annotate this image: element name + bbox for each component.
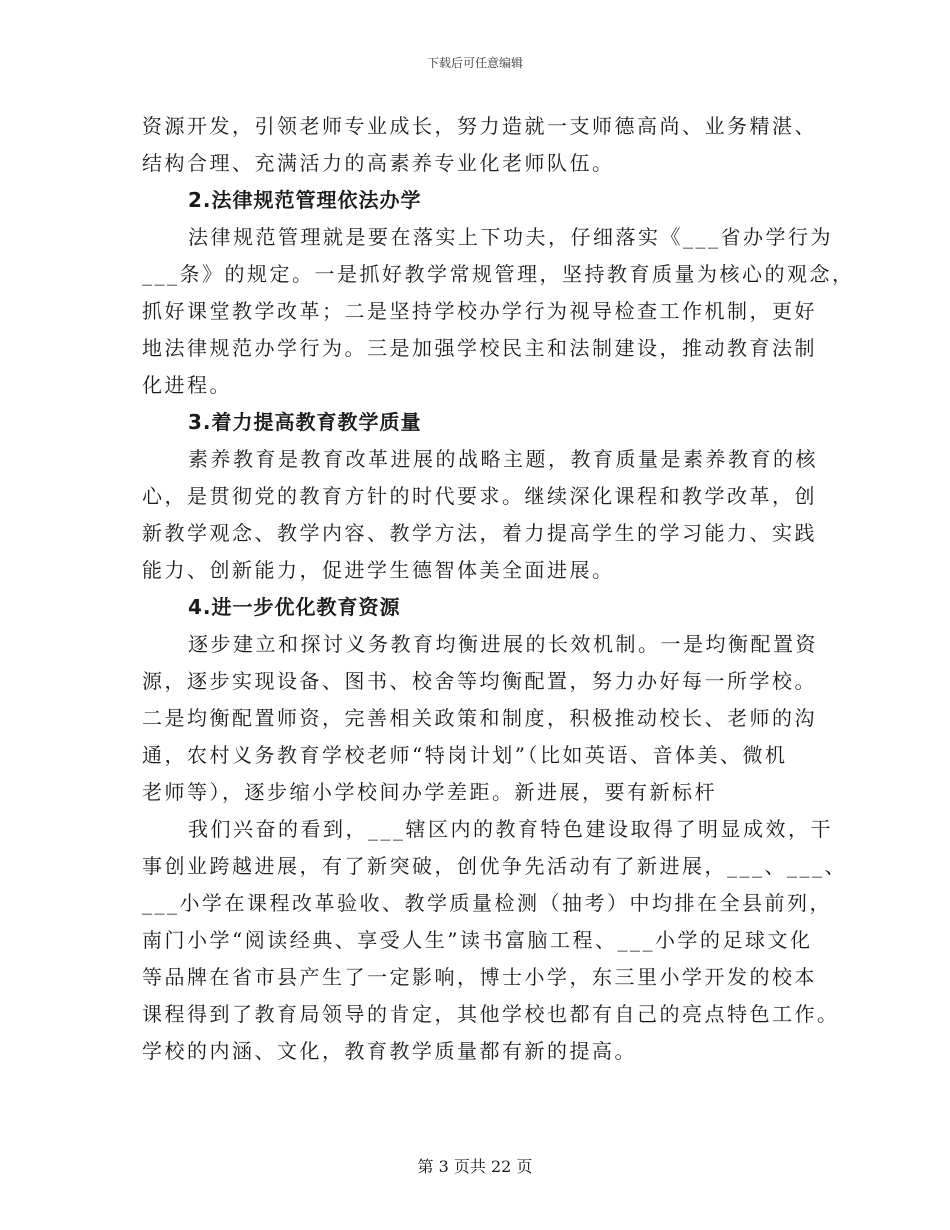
body-text-line: 化进程。 [142, 373, 232, 397]
document-body [142, 108, 855, 1070]
body-text-line: 通，农村义务教育学校老师“特岗计划”（比如英语、音体美、微机 [142, 743, 788, 767]
body-text-line: 法律规范管理就是要在落实上下功夫，仔细落实《___省办学行为 [188, 225, 833, 249]
body-text-line: 老师等），逐步缩小学校间办学差距。新进展，要有新标杆 [142, 780, 717, 804]
body-text-line: 素养教育是教育改革进展的战略主题，教育质量是素养教育的核 [188, 447, 818, 471]
body-text-line: 抓好课堂教学改革；二是坚持学校办学行为视导检查工作机制，更好 [142, 299, 817, 323]
body-text-line: 学校的内涵、文化，教育教学质量都有新的提高。 [142, 1039, 637, 1063]
body-text-line: 我们兴奋的看到，___辖区内的教育特色建设取得了明显成效，干 [188, 817, 833, 841]
body-text-line: 心，是贯彻党的教育方针的时代要求。继续深化课程和教学改革，创 [142, 484, 817, 508]
body-text-line: 二是均衡配置师资，完善相关政策和制度，积极推动校长、老师的沟 [142, 706, 817, 730]
body-text-line: 事创业跨越进展，有了新突破，创优争先活动有了新进展，___、___、 [142, 854, 847, 878]
page-header-note: 下载后可任意编辑 [426, 56, 523, 70]
body-text-line: ___小学在课程改革验收、教学质量检测（抽考）中均排在全县前列， [142, 891, 832, 915]
body-text-line: 资源开发，引领老师专业成长，努力造就一支师德高尚、业务精湛、 [142, 114, 817, 138]
body-text-line: 能力、创新能力，促进学生德智体美全面进展。 [142, 558, 615, 582]
section-heading: 4.进一步优化教育资源 [188, 595, 401, 619]
body-text-line: 地法律规范办学行为。三是加强学校民主和法制建设，推动教育法制 [142, 336, 817, 360]
body-text-line: 结构合理、充满活力的高素养专业化老师队伍。 [142, 151, 615, 175]
section-heading: 2.法律规范管理依法办学 [188, 188, 422, 212]
body-text-line: 逐步建立和探讨义务教育均衡进展的长效机制。一是均衡配置资 [188, 632, 818, 656]
body-text-line: 源，逐步实现设备、图书、校舍等均衡配置，努力办好每一所学校。 [142, 669, 817, 693]
page-number-footer: 第 3 页共 22 页 [417, 1157, 533, 1176]
body-text-line: 课程得到了教育局领导的肯定，其他学校也都有自己的亮点特色工作。 [142, 1002, 840, 1026]
body-text-line: ___条》的规定。一是抓好教学常规管理，坚持教育质量为核心的观念， [142, 262, 855, 286]
body-text-line: 新教学观念、教学内容、教学方法，着力提高学生的学习能力、实践 [142, 521, 817, 545]
body-text-line: 等品牌在省市县产生了一定影响，博士小学，东三里小学开发的校本 [142, 965, 817, 989]
section-heading: 3.着力提高教育教学质量 [188, 410, 422, 434]
body-text-line: 南门小学“阅读经典、享受人生”读书富脑工程、___小学的足球文化 [142, 928, 813, 952]
